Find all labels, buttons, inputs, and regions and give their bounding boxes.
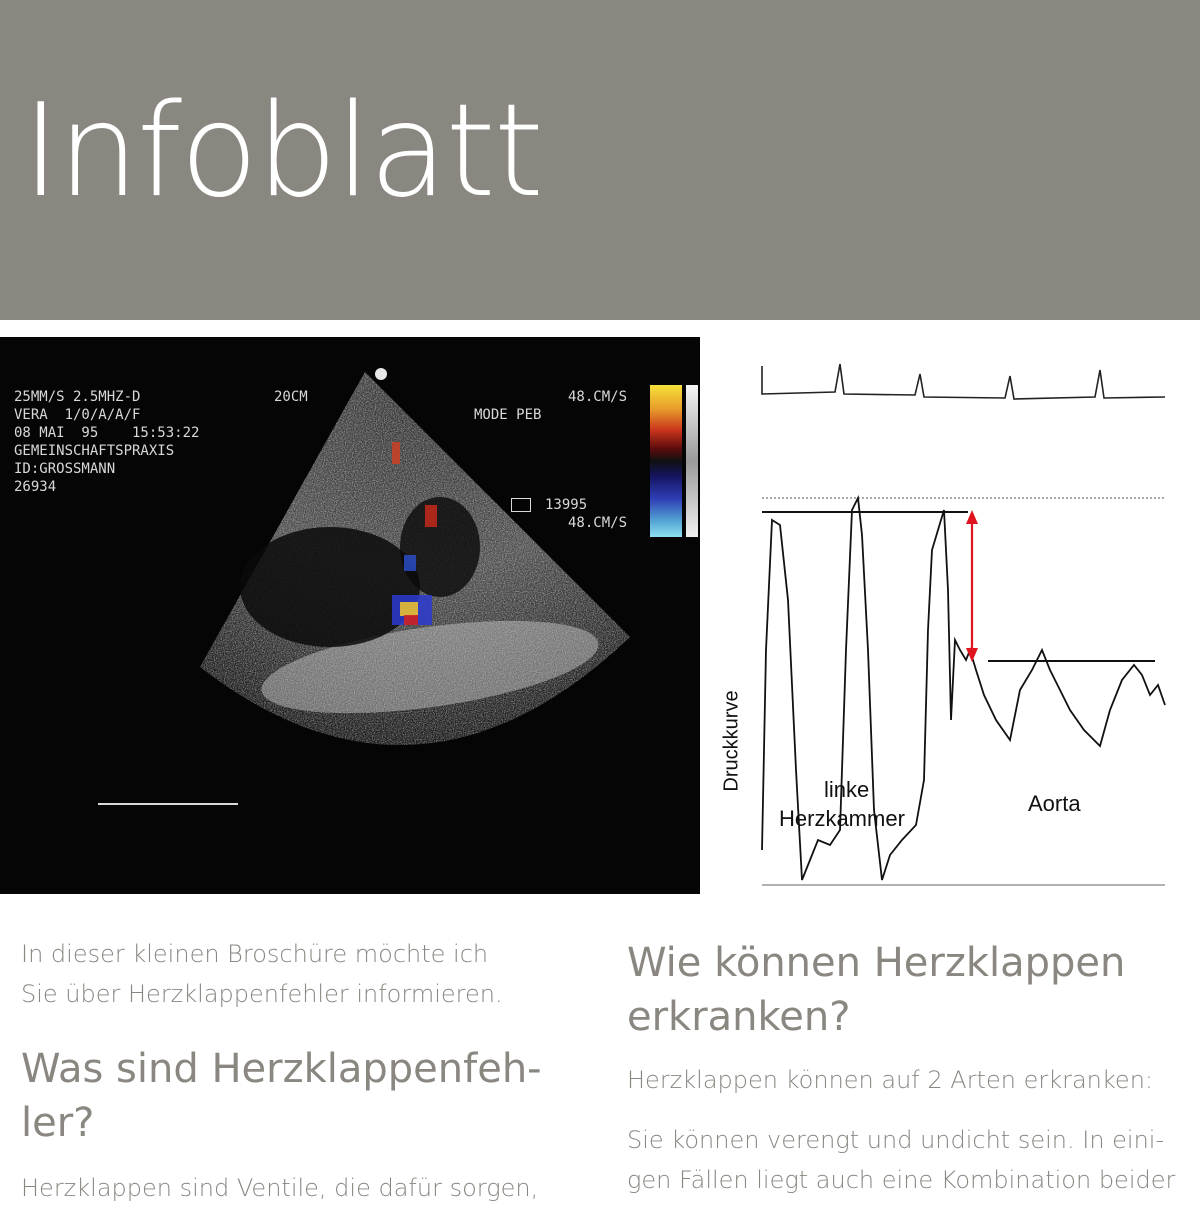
label-aorta: Aorta [1028,791,1081,816]
header-banner [0,0,1200,320]
echo-frame-number: 13995 [545,497,588,513]
echo-velocity-top: 48.CM/S [568,389,628,405]
right-paragraph-2-line1: Sie können verengt und undicht sein. In eini- [627,1126,1165,1154]
left-column [21,934,581,1208]
page-title: Infoblatt [22,77,542,226]
echocardiogram-image [0,337,700,894]
echo-mode: MODE PEB [474,407,542,423]
heading-was-sind-line1: Was sind Herzklappenfeh- [21,1046,542,1092]
right-column [627,934,1187,1200]
camera-icon [511,498,531,512]
echo-velocity-bottom: 48.CM/S [568,515,628,531]
echo-depth: 20CM [274,389,308,405]
intro-paragraph: In dieser kleinen Broschüre möchte ich Sie über Herzklappenfehler informieren. [21,940,503,1008]
left-paragraph: Herzklappen sind Ventile, die dafür sorgen, [21,1174,539,1202]
echo-overlay-text: 25MM/S 2.5MHZ-D VERA 1/0/A/A/F 08 MAI 95 15:53:22 GEMEINSCHAFTSPRAXIS ID:GROSSMANN 26934 [14,389,200,495]
chart-ylabel: Druckkurve [720,690,743,792]
heading-wie-koennen-line1: Wie können Herzklappen [627,940,1126,986]
right-paragraph-2 [627,1120,1187,1200]
color-doppler-scale-bar [650,385,682,537]
heading-wie-koennen [627,936,1187,1044]
heading-was-sind [21,1042,581,1150]
label-ventricle-line1: linke [824,777,870,802]
heading-wie-koennen-line2: erkranken? [627,994,851,1040]
right-paragraph-2-line2: gen Fällen liegt auch eine Kombination beider [627,1166,1176,1194]
grayscale-bar [686,385,698,537]
heading-was-sind-line2: ler? [21,1100,95,1146]
ecg-trace [762,364,1165,399]
right-paragraph-1: Herzklappen können auf 2 Arten erkranken: [627,1066,1153,1094]
label-ventricle-line2: Herzkammer [779,806,905,831]
